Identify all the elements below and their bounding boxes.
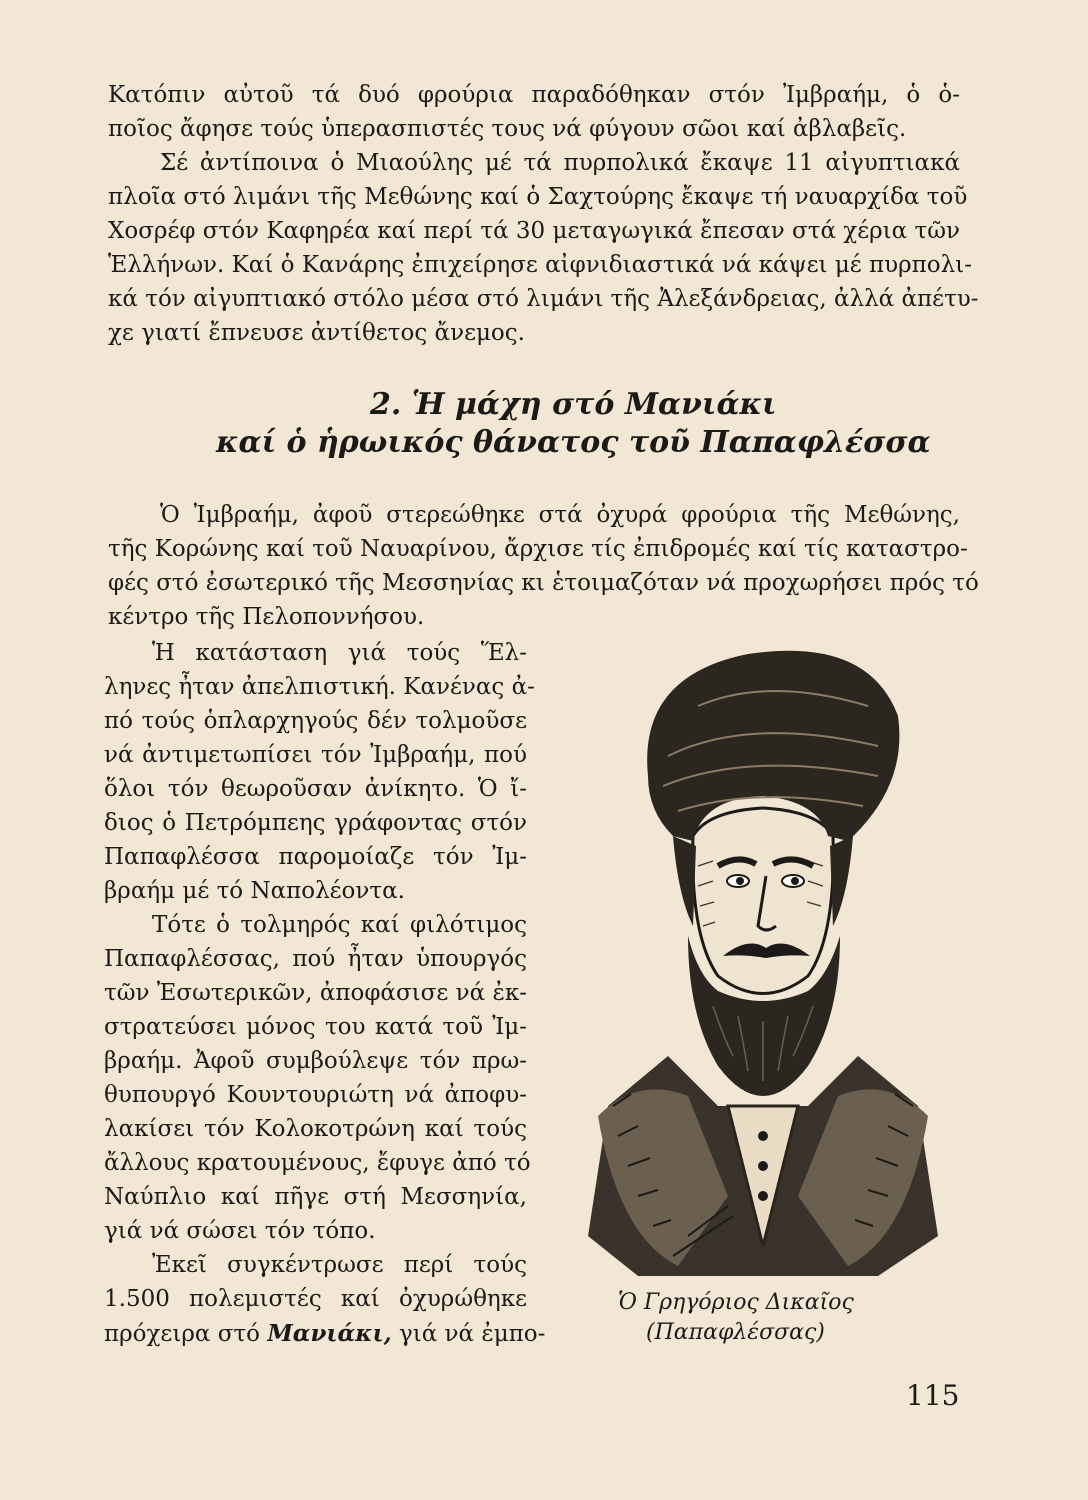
text-span: πρόχειρα στό [104, 1321, 268, 1347]
text-line: κέντρο τῆς Πελοποννήσου. [108, 604, 425, 630]
portrait-caption-name: Ὁ Γρηγόριος Δικαῖος [618, 1290, 854, 1315]
text-line: Ἡ κατάσταση γιά τούς Ἕλ- [152, 640, 527, 666]
text-line: πό τούς ὁπλαρχηγούς δέν τολμοῦσε [104, 708, 527, 734]
portrait-caption-alias: (Παπαφλέσσας) [646, 1320, 825, 1345]
button [758, 1161, 768, 1171]
text-line: βραήμ. Ἀφοῦ συμβούλεψε τόν πρω- [104, 1048, 527, 1074]
text-line: διος ὁ Πετρόμπεης γράφοντας στόν [104, 810, 527, 836]
button [758, 1131, 768, 1141]
text-line: χε γιατί ἔπνευσε ἀντίθετος ἄνεμος. [108, 320, 525, 346]
text-span: γιά νά ἐμπο- [391, 1321, 546, 1347]
text-line: τῆς Κορώνης καί τοῦ Ναυαρίνου, ἄρχισε τίς ἐπιδρομές καί τίς καταστρο- [108, 536, 968, 562]
text-line: Τότε ὁ τολμηρός καί φιλότιμος [152, 912, 527, 938]
text-line: 1.500 πολεμιστές καί ὀχυρώθηκε [104, 1286, 527, 1312]
text-line: φές στό ἐσωτερικό τῆς Μεσσηνίας κι ἑτοιμαζόταν νά προχωρήσει πρός τό [108, 570, 979, 596]
place-name-emphasis: Μανιάκι, [267, 1320, 392, 1347]
text-line: νά ἀντιμετωπίσει τόν Ἰμβραήμ, πού [104, 742, 527, 768]
hair [830, 836, 853, 926]
text-line: Ἑλλήνων. Καί ὁ Κανάρης ἐπιχείρησε αἰφνιδιαστικά νά κάψει μέ πυρπολι- [108, 252, 972, 278]
text-line: Χοσρέφ στόν Καφηρέα καί περί τά 30 μεταγωγικά ἔπεσαν στά χέρια τῶν [108, 218, 960, 244]
text-line: γιά νά σώσει τόν τόπο. [104, 1218, 376, 1244]
page-number: 115 [906, 1379, 960, 1412]
portrait-engraving [578, 636, 948, 1276]
text-line: τῶν Ἐσωτερικῶν, ἀποφάσισε νά ἐκ- [104, 980, 527, 1006]
text-line: βραήμ μέ τό Ναπολέοντα. [104, 878, 405, 904]
text-line: κά τόν αἰγυπτιακό στόλο μέσα στό λιμάνι τῆς Ἀλεξάνδρειας, ἀλλά ἀπέτυ- [108, 286, 979, 312]
hair [673, 836, 696, 926]
section-heading-line-2: καί ὁ ἡρωικός θάνατος τοῦ Παπαφλέσσα [216, 425, 931, 460]
text-line: ληνες ἦταν ἀπελπιστική. Κανένας ἀ- [104, 674, 535, 700]
text-line: Κατόπιν αὐτοῦ τά δυό φρούρια παραδόθηκαν στόν Ἰμβραήμ, ὁ ὁ- [108, 82, 960, 108]
text-line: θυπουργό Κουντουριώτη νά ἀποφυ- [104, 1082, 527, 1108]
text-line: στρατεύσει μόνος του κατά τοῦ Ἰμ- [104, 1014, 527, 1040]
text-line: Παπαφλέσσα παρομοίαζε τόν Ἰμ- [104, 844, 527, 870]
text-line: ποῖος ἄφησε τούς ὑπερασπιστές τους νά φύγουν σῶοι καί ἀβλαβεῖς. [108, 116, 907, 142]
text-line: Παπαφλέσσας, πού ἦταν ὑπουργός [104, 946, 527, 972]
text-line: ἄλλους κρατουμένους, ἔφυγε ἀπό τό [104, 1150, 531, 1176]
text-line: πλοῖα στό λιμάνι τῆς Μεθώνης καί ὁ Σαχτούρης ἔκαψε τή ναυαρχίδα τοῦ [108, 184, 968, 210]
text-line: Σέ ἀντίποινα ὁ Μιαούλης μέ τά πυρπολικά ἔκαψε 11 αἰγυπτιακά [160, 150, 960, 176]
pupil [791, 877, 799, 885]
button [758, 1191, 768, 1201]
text-line: ὅλοι τόν θεωροῦσαν ἀνίκητο. Ὁ ἴ- [104, 776, 527, 802]
text-line [104, 1320, 546, 1347]
text-line: λακίσει τόν Κολοκοτρώνη καί τούς [104, 1116, 527, 1142]
section-heading-line-1: 2. Ἡ μάχη στό Μανιάκι [370, 387, 777, 422]
text-line: Ναύπλιο καί πῆγε στή Μεσσηνία, [104, 1184, 527, 1210]
text-line: Ὁ Ἰμβραήμ, ἀφοῦ στερεώθηκε στά ὀχυρά φρούρια τῆς Μεθώνης, [160, 502, 960, 528]
pupil [736, 877, 744, 885]
text-line: Ἐκεῖ συγκέντρωσε περί τούς [152, 1252, 527, 1278]
